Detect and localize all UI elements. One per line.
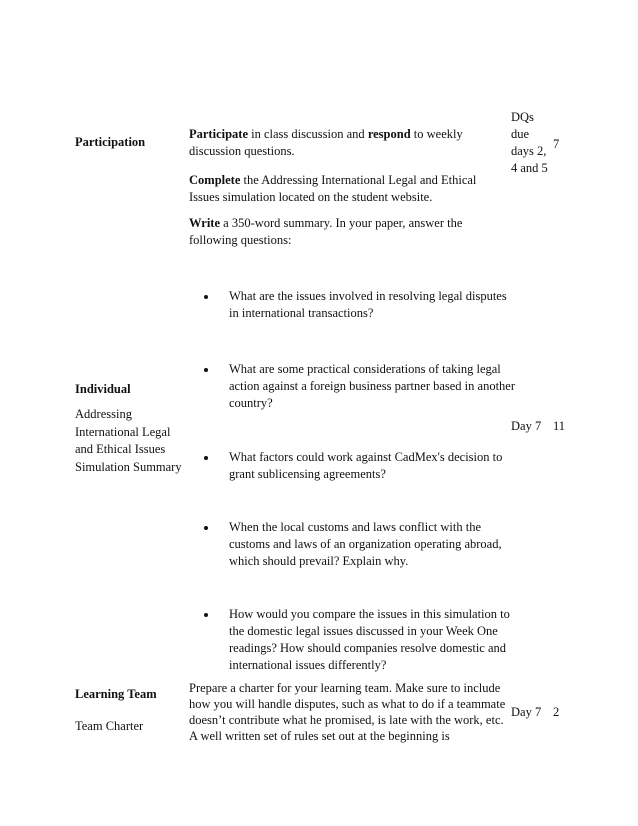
bullet-icon — [204, 613, 208, 617]
respond-keyword: respond — [367, 127, 411, 141]
category-learning-team: Learning Team — [75, 687, 157, 701]
write-keyword: Write — [189, 216, 221, 230]
complete-instruction: Complete the Addressing International Legal and Ethical Issues simulation located on the student website. — [189, 173, 477, 204]
individual-due: Day 7 — [511, 419, 542, 433]
participation-due: DQs due days 2, 4 and 5 — [511, 110, 548, 175]
bullet-icon — [204, 368, 208, 372]
category-participation: Participation — [75, 135, 146, 149]
learning-team-subtitle: Team Charter — [75, 719, 144, 733]
bullet-icon — [204, 295, 208, 299]
learning-team-due: Day 7 — [511, 705, 542, 719]
participation-points: 7 — [553, 137, 560, 151]
bullet-icon — [204, 526, 208, 530]
participation-task: Participate in class discussion and respond to weekly discussion questions. — [189, 127, 463, 158]
learning-team-task: Prepare a charter for your learning team. Make sure to include how you will handle disputes, such as what to do if a teammate doesn’t contribute what he promised, is late with the work, etc. A well written set of rules set out at the beginning is — [189, 681, 506, 743]
learning-team-points: 2 — [553, 705, 560, 719]
write-instruction: Write a 350-word summary. In your paper, answer the following questions: — [189, 216, 463, 247]
complete-keyword: Complete — [189, 173, 241, 187]
individual-subtitle: Addressing International Legal and Ethical Issues Simulation Summary — [75, 407, 182, 474]
individual-points: 11 — [553, 419, 566, 433]
bullet-icon — [204, 456, 208, 460]
participate-keyword: Participate — [189, 127, 249, 141]
category-individual: Individual — [75, 382, 131, 396]
